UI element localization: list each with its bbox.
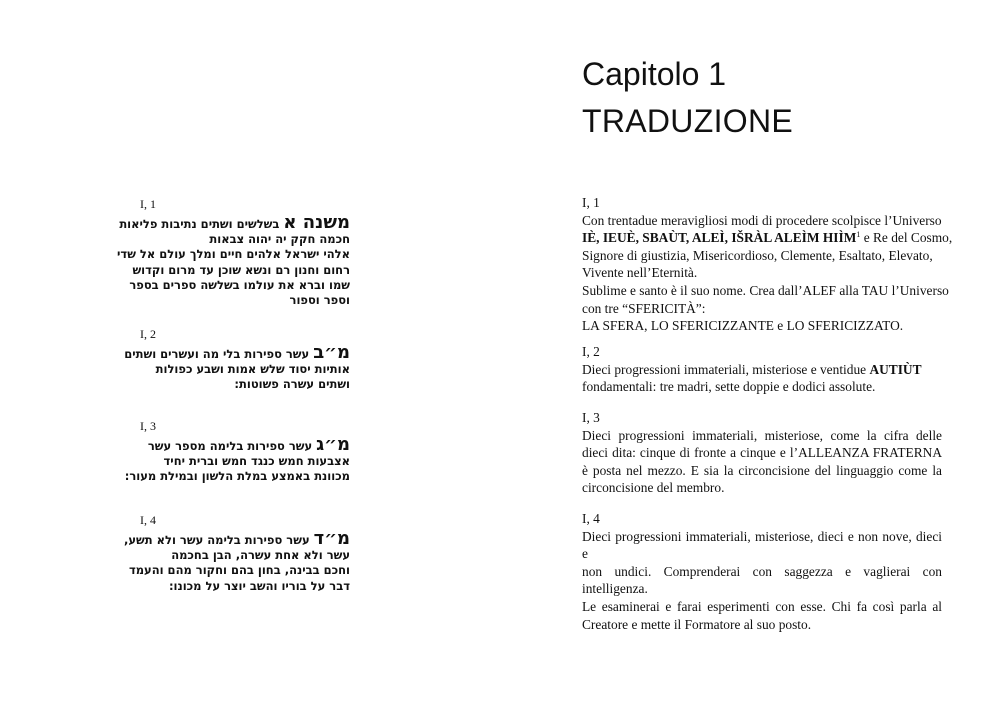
hebrew-line — [140, 579, 350, 594]
hebrew-line-text: חכמה חקק יה יהוה צבאות — [209, 232, 350, 247]
translation-text: circoncisione del membro. — [582, 480, 725, 496]
divine-names: IÈ, IEUÈ, SBAÙT, ALEÌ, IŠRÀL ALEÌM HIÌM — [582, 230, 857, 246]
hebrew-line — [140, 362, 350, 377]
translation-line — [582, 378, 942, 396]
footnote-marker: 1 — [856, 230, 861, 240]
translation-line — [582, 528, 942, 563]
translation-section-ref: I, 4 — [582, 511, 600, 526]
translation-line — [582, 264, 942, 282]
translation-section-ref: I, 2 — [582, 344, 600, 359]
hebrew-line-text: מכוונת באמצע במלת הלשון ובמילת מעור: — [124, 469, 350, 484]
hebrew-mishnah-label: מ״ג — [316, 434, 350, 455]
hebrew-line — [128, 563, 350, 578]
hebrew-section-ref: I, 4 — [140, 513, 156, 527]
hebrew-line-text: עשר ולא אחת עשרה, הבן בחכמה — [171, 548, 350, 563]
translation-text: non undici. Comprenderai con saggezza e vaglierai con intelligenza. — [582, 563, 942, 597]
translation-section-ref: I, 1 — [582, 195, 600, 210]
translation-text: Creatore e mette il Formatore al suo posto. — [582, 616, 812, 632]
translation-text: con tre “SFERICITÀ”: — [582, 300, 706, 316]
hebrew-line — [140, 454, 350, 469]
translation-text: Vivente nell’Eternità. — [582, 265, 698, 281]
translation-text: Signore di giustizia, Misericordioso, Clemente, Esaltato, Elevato, — [582, 247, 933, 263]
chapter-subtitle: TRADUZIONE — [582, 103, 793, 139]
translation-line — [582, 563, 942, 598]
hebrew-section — [124, 513, 350, 594]
hebrew-line-text: אצבעות חמש כנגד חמש וברית יחיד — [163, 454, 350, 469]
hebrew-line-text: אלהי ישראל אלהים חיים ומלך עולם אל שדי — [117, 247, 350, 262]
hebrew-line-text: עשר ספירות בלימה עשר ולא תשע, — [124, 533, 310, 547]
translation-line — [582, 317, 942, 335]
hebrew-text — [124, 528, 350, 594]
hebrew-line — [129, 277, 350, 293]
translation-section-ref: I, 3 — [582, 410, 600, 425]
hebrew-line — [140, 293, 350, 308]
hebrew-mishnah-label: מ״ד — [313, 528, 350, 549]
hebrew-line — [124, 528, 350, 549]
divine-names: AUTIÙT — [869, 361, 922, 377]
hebrew-line-text: בשלשים ושתים נתיבות פליאות — [119, 217, 280, 231]
hebrew-line — [119, 212, 350, 233]
translation-line — [582, 462, 942, 480]
hebrew-line-text: שמו וברא את עולמו בשלשה ספרים בספר — [129, 277, 350, 292]
translation-line — [582, 479, 942, 497]
translation-line — [582, 229, 953, 247]
translation-text: Con trentadue meravigliosi modi di procedere scolpisce l’Universo — [582, 212, 942, 228]
hebrew-line — [140, 434, 350, 455]
translation-line — [582, 282, 949, 300]
translation-line — [582, 616, 942, 634]
translation-text: LA SFERA, LO SFERICIZZANTE e LO SFERICIZZATO. — [582, 318, 904, 334]
hebrew-line-text: עשר ספירות בלי מה ועשרים ושתים — [124, 347, 310, 361]
hebrew-section — [124, 327, 350, 393]
hebrew-line-text: ושתים עשרה פשוטות: — [234, 377, 350, 392]
hebrew-mishnah-label: משנה א — [283, 212, 350, 233]
translation-text: dieci dita: cinque di fronte a cinque e l’ALLEANZA FRATERNA — [582, 445, 942, 461]
hebrew-line-text: דבר על בוריו והשב יוצר על מכונו: — [168, 578, 350, 593]
translation-section — [582, 343, 942, 396]
hebrew-section — [117, 197, 350, 308]
hebrew-line-text: עשר ספירות בלימה מספר עשר — [147, 439, 313, 453]
translation-line — [582, 444, 942, 462]
translation-text: Dieci progressioni immateriali, misteriose, come la cifra delle — [582, 427, 942, 443]
hebrew-text — [124, 342, 350, 393]
translation-line — [582, 212, 942, 230]
translation-text: è posta nel mezzo. E sia la circoncisione del linguaggio come la — [582, 462, 942, 478]
hebrew-line-text: וספר וספור — [289, 293, 350, 308]
hebrew-line — [140, 377, 350, 392]
translation-text: e Re del Cosmo, — [860, 230, 953, 246]
translation-line — [582, 427, 942, 445]
hebrew-line — [132, 262, 350, 278]
hebrew-line-text: אותיות יסוד שלש אמות ושבע כפולות — [155, 362, 350, 377]
hebrew-section-ref: I, 1 — [140, 197, 156, 211]
hebrew-line — [124, 469, 350, 484]
hebrew-mishnah-label: מ״ב — [313, 342, 350, 363]
translation-text: Dieci progressioni immateriali, misteriose, dieci e non nove, dieci e — [582, 528, 942, 562]
hebrew-line-text: וחכם בבינה, בחון בהם וחקור מהם והעמד — [128, 563, 350, 578]
translation-section — [582, 409, 942, 497]
hebrew-line — [140, 232, 350, 247]
hebrew-section — [124, 419, 350, 485]
chapter-title: Capitolo 1 — [582, 56, 727, 92]
translation-line — [582, 247, 942, 265]
hebrew-section-ref: I, 3 — [140, 419, 156, 433]
translation-text: Sublime e santo è il suo nome. Crea dall’ALEF alla TAU l’Universo — [582, 282, 949, 298]
translation-line — [582, 361, 942, 379]
hebrew-line — [140, 548, 350, 563]
hebrew-text — [124, 434, 350, 485]
translation-line — [582, 598, 942, 616]
translation-text: fondamentali: tre madri, sette doppie e dodici assolute. — [582, 379, 876, 395]
hebrew-line — [117, 247, 350, 262]
hebrew-line — [124, 342, 350, 363]
hebrew-line-text: רחום וחנון רם ונשא שוכן עד מרום וקדוש — [132, 262, 350, 277]
translation-section — [582, 194, 953, 335]
translation-section — [582, 510, 942, 633]
translation-text: Le esaminerai e farai esperimenti con esse. Chi fa così parla al — [582, 598, 942, 614]
hebrew-section-ref: I, 2 — [140, 327, 156, 341]
hebrew-text — [117, 212, 350, 308]
translation-text: Dieci progressioni immateriali, misteriose e ventidue — [582, 361, 870, 377]
translation-line — [582, 300, 942, 318]
